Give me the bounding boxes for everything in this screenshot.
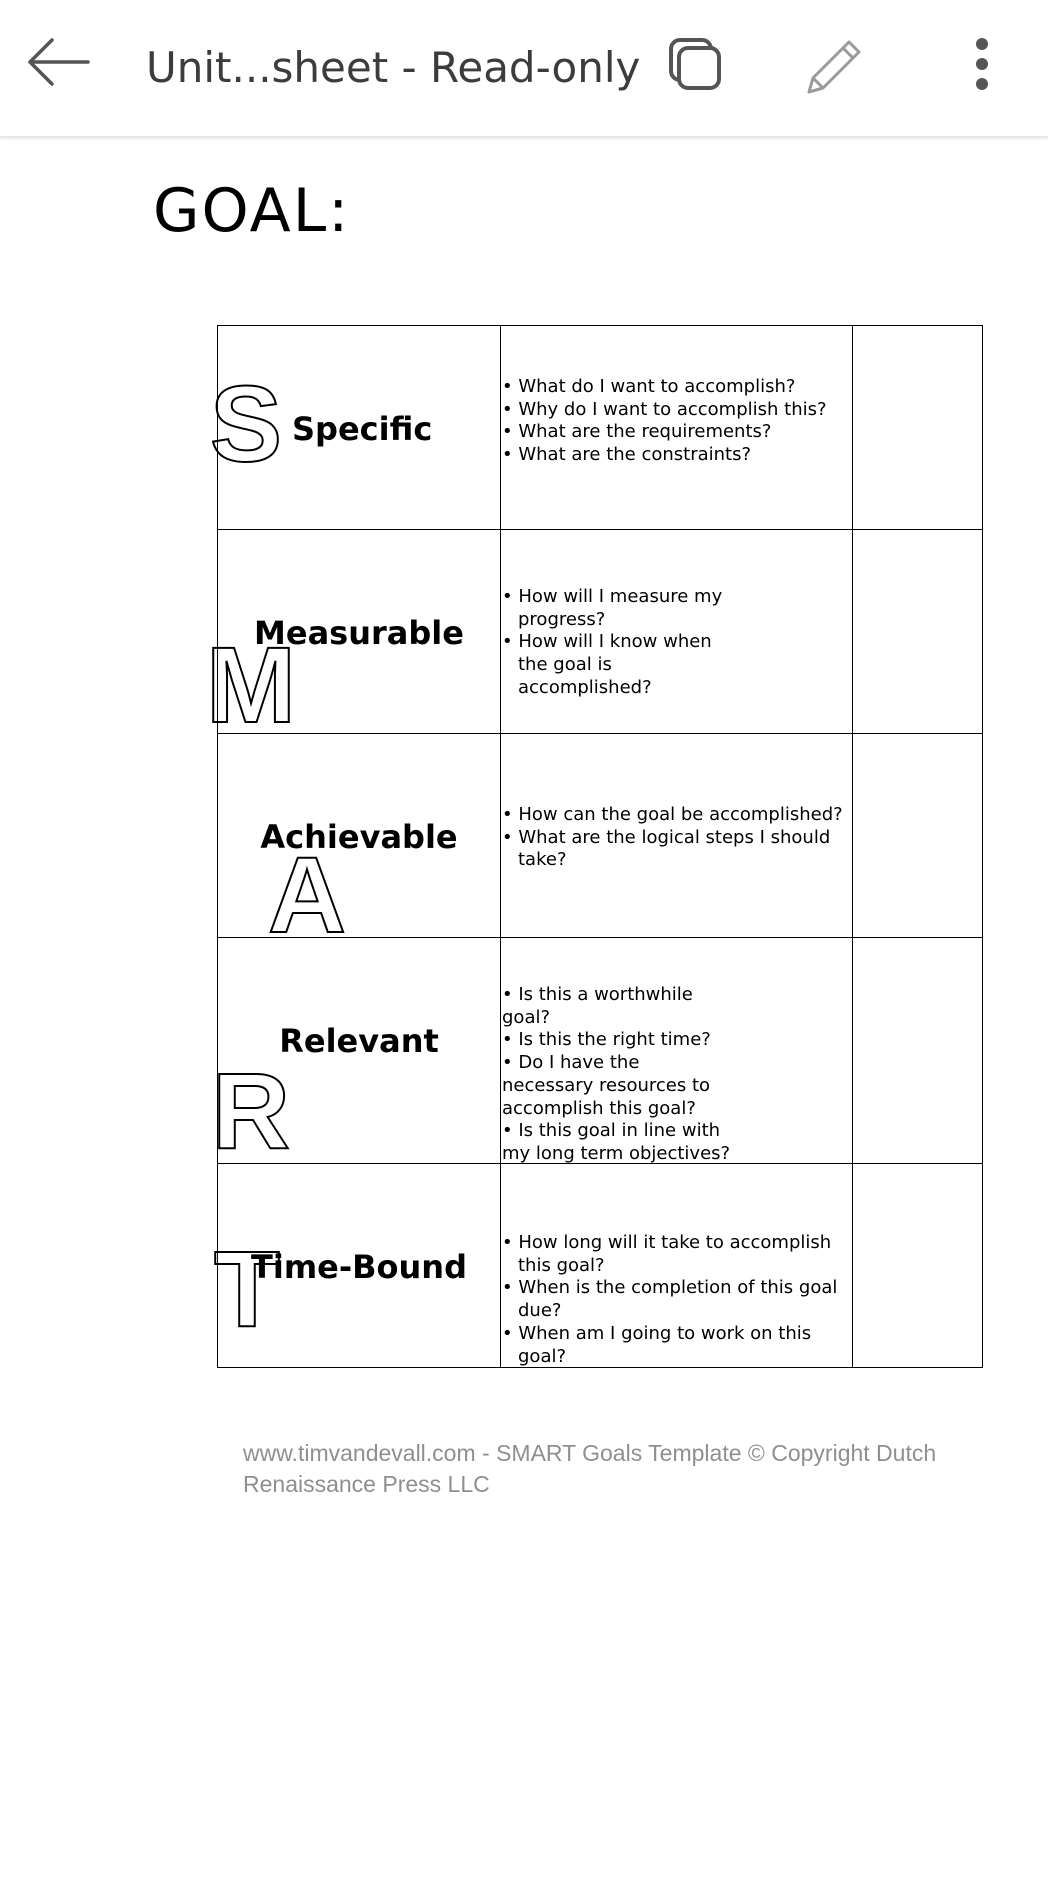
list-item: • What are the logical steps I should take?	[502, 827, 852, 872]
list-item: • Is this a worthwhile goal?	[502, 984, 732, 1029]
list-item: • When is the completion of this goal due?	[502, 1277, 842, 1322]
questions-measurable	[502, 586, 742, 700]
list-item: • Do I have the necessary resources to accomplish this goal?	[502, 1052, 732, 1120]
goal-heading: GOAL:	[153, 176, 351, 246]
row-name-achievable: Achievable	[260, 818, 458, 856]
list-item: • How will I know when the goal is accomplished?	[502, 631, 742, 699]
copyright-footer: www.timvandevall.com - SMART Goals Template © Copyright Dutch Renaissance Press LLC	[243, 1440, 937, 1497]
back-arrow-icon	[18, 28, 98, 108]
back-button[interactable]	[18, 28, 98, 108]
list-item: • How will I measure my progress?	[502, 586, 742, 631]
more-options-button[interactable]	[942, 28, 1022, 108]
list-item: • What do I want to accomplish?	[502, 376, 862, 399]
more-vertical-icon	[942, 28, 1022, 108]
questions-relevant	[502, 984, 732, 1166]
questions-time-bound	[502, 1232, 842, 1368]
table-row-relevant	[212, 938, 982, 1171]
questions-achievable	[502, 804, 852, 872]
pencil-icon	[795, 28, 875, 108]
table-row-time-bound	[214, 1164, 982, 1369]
letter-r: R	[212, 1050, 290, 1171]
list-item: • Is this the right time?	[502, 1029, 732, 1052]
row-name-time-bound: Time-Bound	[251, 1248, 467, 1286]
letter-t: T	[214, 1228, 280, 1349]
copy-button[interactable]	[655, 28, 735, 108]
list-item: • What are the requirements?	[502, 421, 862, 444]
list-item: • What are the constraints?	[502, 444, 862, 467]
copy-icon	[655, 28, 735, 108]
document-title: Unit...sheet - Read-only	[146, 43, 641, 92]
list-item: • Is this goal in line with my long term objectives?	[502, 1120, 732, 1165]
list-item: • Why do I want to accomplish this?	[502, 399, 862, 422]
table-row-specific	[210, 326, 982, 530]
table-row-measurable	[206, 530, 982, 745]
questions-specific	[502, 376, 862, 467]
list-item: • When am I going to work on this goal?	[502, 1323, 842, 1368]
row-name-measurable: Measurable	[254, 614, 464, 652]
letter-m: M	[206, 624, 296, 745]
table-row-achievable	[218, 734, 982, 955]
letter-a: A	[268, 834, 346, 955]
top-app-bar	[0, 0, 1048, 137]
letter-s: S	[210, 363, 283, 484]
row-name-relevant: Relevant	[279, 1022, 439, 1060]
smart-goals-table	[206, 325, 983, 1368]
list-item: • How can the goal be accomplished?	[502, 804, 852, 827]
row-name-specific: Specific	[292, 410, 433, 448]
list-item: • How long will it take to accomplish this goal?	[502, 1232, 842, 1277]
edit-button[interactable]	[795, 28, 875, 108]
